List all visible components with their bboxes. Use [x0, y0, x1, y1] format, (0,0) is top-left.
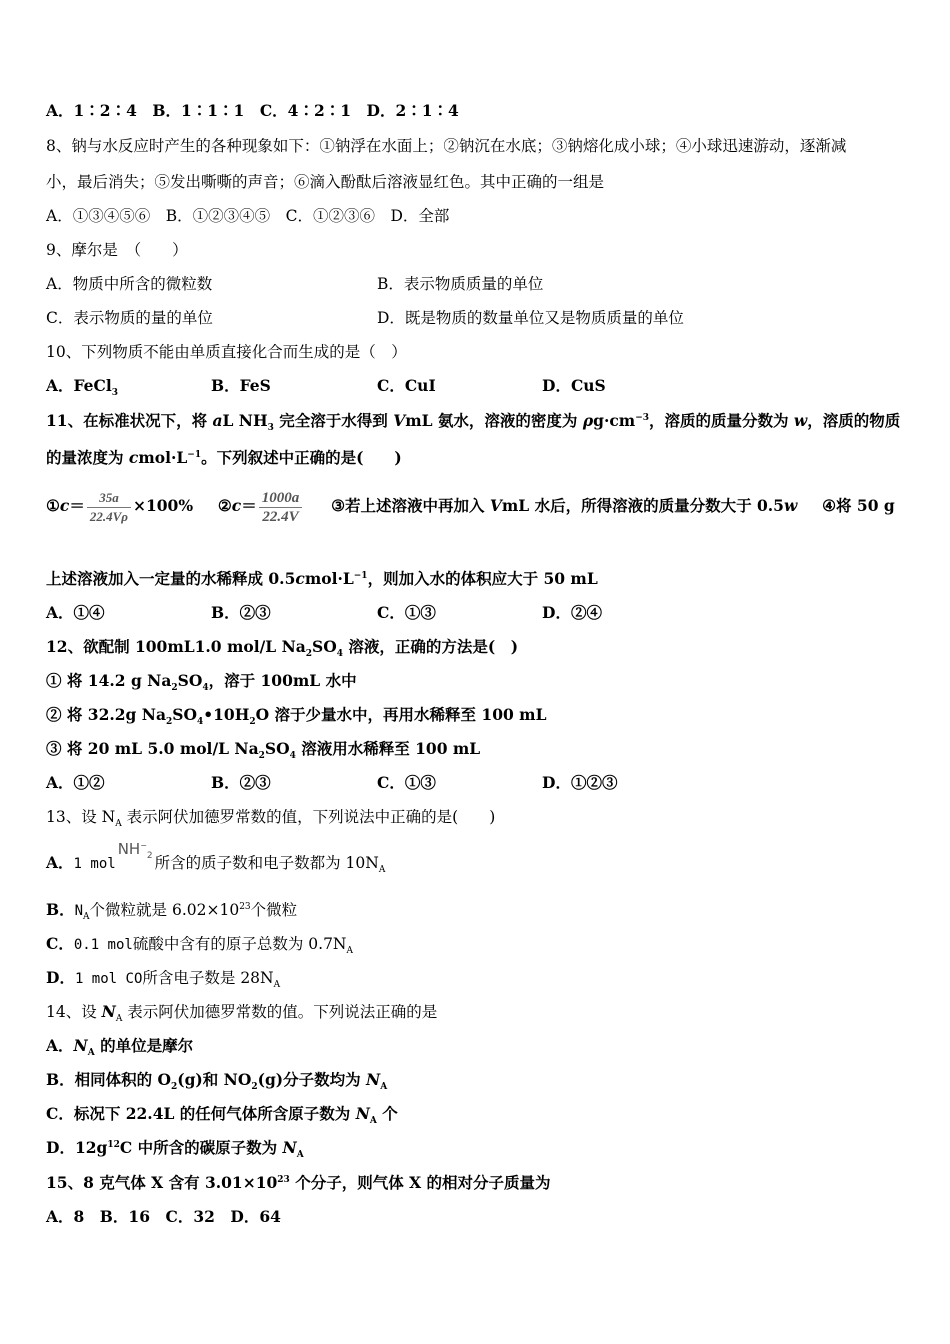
q11-statement-4: ④将 50 g [822, 496, 895, 515]
q14-option-c: C．标况下 22.4L 的任何气体所含原子数为 $N_A$ 个 [46, 1104, 398, 1127]
q9-option-b: B．表示物质质量的单位 [377, 275, 544, 293]
q12-option-d: D．①②③ [542, 773, 618, 792]
q13-stem: 13、设 $N_A$ 表示阿伏加德罗常数的值，下列说法中正确的是( ) [46, 808, 496, 830]
q12-option-c: C．①③ [377, 773, 436, 792]
q10-stem: 10、下列物质不能由单质直接化合而生成的是（ ） [46, 343, 407, 361]
q11-statement-1: ①c＝ $\frac{35a}{22.4V\rho}$ ×100% [46, 489, 194, 524]
q11-stem-line1: 11、在标准状况下，将 aL $NH_3$ 完全溶于水得到 VmL 氨水，溶液的密度为 $\rho g\cdot cm^{-3}$，溶质的质量分数为 w，溶质的物质 [46, 411, 901, 434]
q11-stem-line2: 的量浓度为 $cmol\cdot L^{-1}$。下列叙述中正确的是( ) [46, 448, 402, 467]
q10-options [46, 375, 908, 397]
q11-option-c: C．①③ [377, 603, 436, 622]
q11-option-a: A．①④ [46, 603, 105, 622]
q12-item-1: ① 将 14.2 g $Na_2SO_4$，溶于 100mL 水中 [46, 671, 357, 694]
q14-stem: 14、设 $N_A$ 表示阿伏加德罗常数的值。下列说法正确的是 [46, 1002, 438, 1025]
q9-options-row2 [46, 307, 908, 329]
q9-option-a: A．物质中所含的微粒数 [46, 275, 213, 293]
q11-statement-2: ②c＝ $\frac{1000a}{22.4V}$ [218, 496, 304, 515]
q11-line4: 上述溶液加入一定量的水稀释成 $0.5cmol\cdot L^{-1}$，则加入水的体积应大于 50 mL [46, 569, 598, 588]
q14-option-b: B．相同体积的 $O_2(g)$和 $NO_2(g)$分子数均为 $N_A$ [46, 1070, 388, 1093]
nh2-ion: $NH^-_2$ [117, 840, 153, 861]
q13-option-a: A．1 molNH−$_2$ 所含的质子数和电子数都为 $10N_A$ [46, 848, 908, 878]
q8-stem-line2: 小，最后消失；⑤发出嘶嘶的声音；⑥滴入酚酞后溶液显红色。其中正确的一组是 [46, 173, 605, 191]
q9-option-c: C．表示物质的量的单位 [46, 309, 213, 327]
q8-stem-line1: 8、钠与水反应时产生的各种现象如下：①钠浮在水面上；②钠沉在水底；③钠熔化成小球；④小球迅速游动，逐渐减 [46, 137, 847, 155]
q11-option-d: D．②④ [542, 603, 602, 622]
q14-option-d: D．$12g^{12}C$ 中所含的碳原子数为 $N_A$ [46, 1138, 304, 1161]
q11-fraction-1: $\frac{35a}{22.4V\rho}$ [87, 489, 131, 526]
q14-option-a: A．$N_A$ 的单位是摩尔 [46, 1036, 194, 1059]
q11-statement-3: ③若上述溶液中再加入 VmL 水后，所得溶液的质量分数大于 0.5w [331, 496, 798, 515]
q12-options [46, 772, 908, 794]
q15-options: A．8 B．16 C．32 D．64 [46, 1207, 281, 1226]
q12-item-2: ② 将 32.2g $Na_2SO_4•10H_2O$ 溶于少量水中，再用水稀释至 100 mL [46, 705, 547, 728]
q10-option-b: B．FeS [211, 376, 271, 395]
q10-option-d: D．CuS [542, 376, 606, 395]
q11-formula-line [46, 484, 908, 528]
q13-option-b: B．$N_A$个微粒就是 $6.02\times 10^{23}$个微粒 [46, 900, 298, 923]
q12-item-3: ③ 将 20 mL 5.0 mol/L $Na_2SO_4$ 溶液用水稀释至 100 mL [46, 739, 481, 762]
q10-option-c: C．CuI [377, 376, 436, 395]
q8-options: A．①③④⑤⑥ B．①②③④⑤ C．①②③⑥ D．全部 [46, 207, 450, 225]
q15-stem: 15、8 克气体 X 含有 $3.01\times 10^{23}$ 个分子，则气体 X 的相对分子质量为 [46, 1173, 551, 1192]
q12-option-b: B．②③ [211, 773, 271, 792]
q11-option-b: B．②③ [211, 603, 271, 622]
q11-fraction-2: $\frac{1000a}{22.4V}$ [259, 489, 303, 526]
q13-option-d: D．1 mol CO所含电子数是 $28N_A$ [46, 968, 281, 991]
q7-options: A．1∶2∶4 B．1∶1∶1 C．4∶2∶1 D．2∶1∶4 [46, 101, 459, 120]
q10-option-a: A．FeCl$_3$ [46, 376, 119, 399]
q11-options [46, 602, 908, 624]
q9-options-row1 [46, 273, 908, 295]
q12-stem: 12、欲配制 100mL1.0 mol/L $Na_2SO_4$ 溶液，正确的方法是( ) [46, 637, 519, 660]
q9-stem: 9、摩尔是 （ ） [46, 241, 188, 259]
q13-option-c: C．0.1 mol硫酸中含有的原子总数为 $0.7N_A$ [46, 934, 353, 957]
q9-option-d: D．既是物质的数量单位又是物质质量的单位 [377, 309, 684, 327]
q12-option-a: A．①② [46, 773, 105, 792]
